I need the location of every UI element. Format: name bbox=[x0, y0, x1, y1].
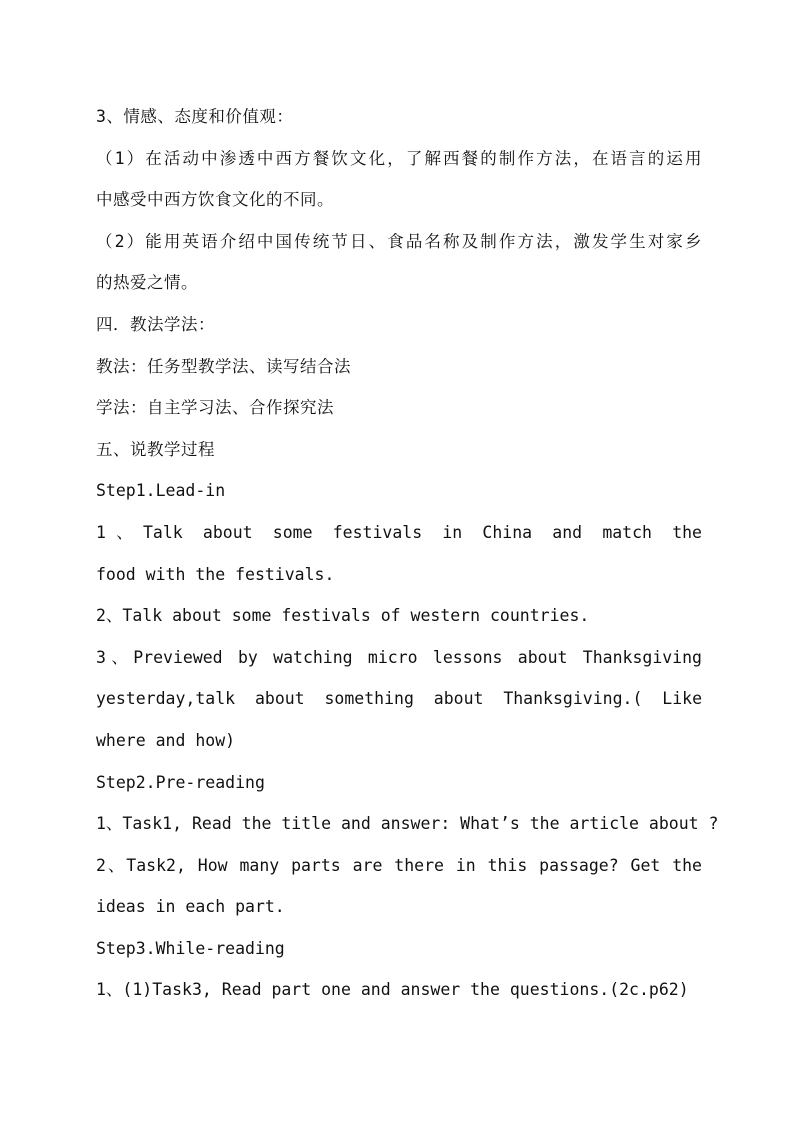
text-line: （1）在活动中渗透中西方餐饮文化，了解西餐的制作方法，在语言的运用 bbox=[96, 148, 702, 168]
text-line: 学法：自主学习法、合作探究法 bbox=[96, 398, 334, 418]
text-line: yesterday,talk about something about Thanksgiving.( Like bbox=[96, 689, 702, 709]
text-line: 教法：任务型教学法、读写结合法 bbox=[96, 356, 351, 376]
text-line: 1、Talk about some festivals in China and match the bbox=[96, 522, 702, 542]
text-line: 五、说教学过程 bbox=[96, 439, 215, 459]
text-line: 中感受中西方饮食文化的不同。 bbox=[96, 190, 334, 210]
text-line: （2）能用英语介绍中国传统节日、食品名称及制作方法，激发学生对家乡 bbox=[96, 231, 702, 251]
text-line: 1、Task1, Read the title and answer: What’s the article about ? bbox=[96, 814, 719, 834]
text-line: where and how) bbox=[96, 730, 236, 750]
text-line: 3、Previewed by watching micro lessons about Thanksgiving bbox=[96, 647, 702, 667]
document-body bbox=[96, 96, 719, 1011]
text-line: 的热爱之情。 bbox=[96, 273, 198, 293]
text-line: 四．教法学法： bbox=[96, 314, 215, 334]
text-line: Step1.Lead-in bbox=[96, 481, 226, 501]
text-line: Step3.While-reading bbox=[96, 938, 285, 958]
text-line: 2、Talk about some festivals of western countries. bbox=[96, 606, 590, 626]
text-line: ideas in each part. bbox=[96, 897, 285, 917]
text-line: 3、情感、态度和价值观： bbox=[96, 107, 294, 126]
text-line: food with the festivals. bbox=[96, 564, 335, 584]
text-line: Step2.Pre-reading bbox=[96, 772, 265, 792]
text-line: 1、(1)Task3, Read part one and answer the questions.(2c.p62) bbox=[96, 980, 689, 1000]
text-line: 2、Task2, How many parts are there in this passage? Get the bbox=[96, 855, 702, 875]
